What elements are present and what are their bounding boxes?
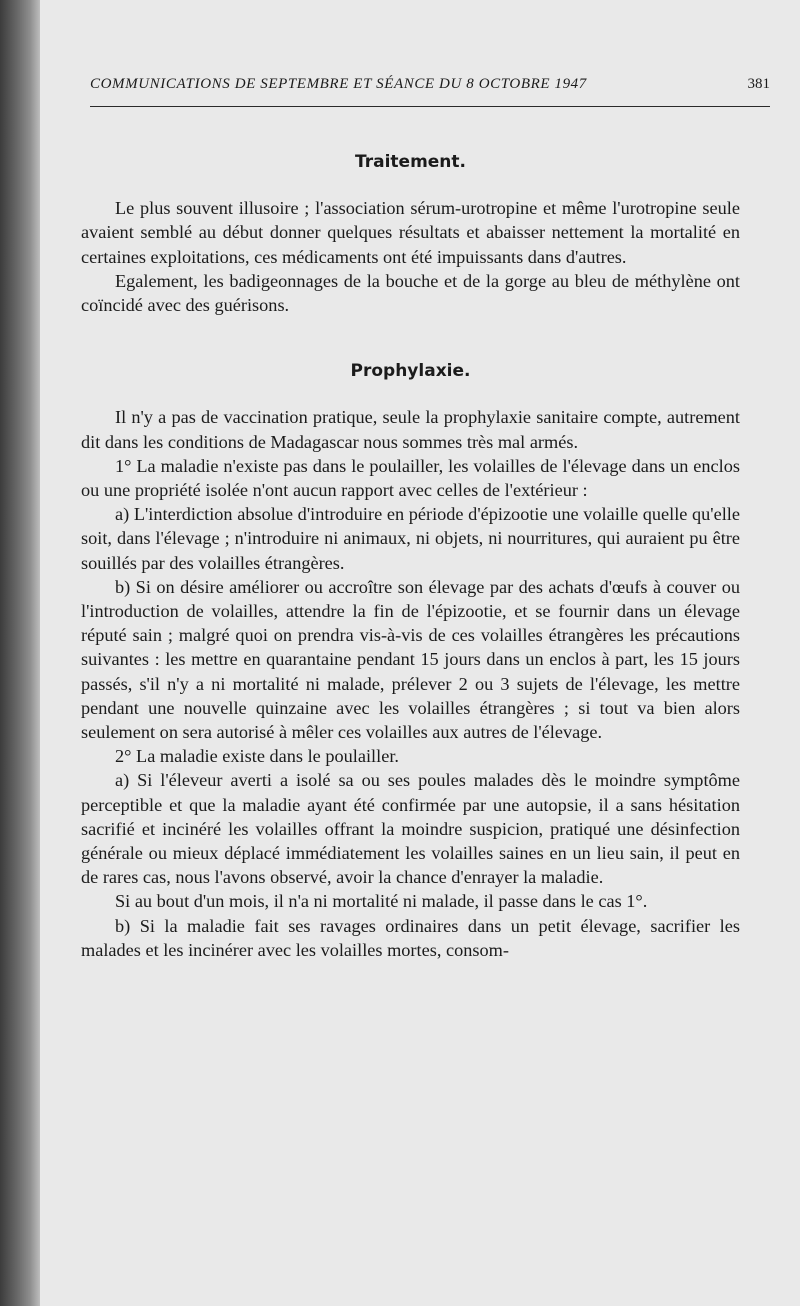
- section-heading-traitement: Traitement.: [355, 152, 466, 172]
- paragraph: 1° La maladie n'existe pas dans le poulailler, les volailles de l'élevage dans un enclos ou une propriété isolée n'ont aucun rapport avec celles de l'extérieur :: [81, 455, 740, 501]
- running-head-title: COMMUNICATIONS DE SEPTEMBRE ET SÉANCE DU 8 OCTOBRE 1947: [90, 76, 587, 92]
- running-head: [90, 76, 770, 107]
- page-body: [81, 150, 740, 962]
- book-page: [40, 0, 800, 1306]
- paragraph: Le plus souvent illusoire ; l'association sérum-urotropine et même l'urotropine seule avaient semblé au début donner quelques résultats et abaisser nettement la mortalité en certaines exploitations, ces médicaments ont été impuissants dans d'autres.: [81, 198, 740, 267]
- section-heading-prophylaxie: Prophylaxie.: [350, 361, 471, 382]
- page-number: 381: [747, 76, 770, 92]
- paragraph: Si au bout d'un mois, il n'a ni mortalité ni malade, il passe dans le cas 1°.: [115, 891, 648, 912]
- paragraph: b) Si on désire améliorer ou accroître son élevage par des achats d'œufs à couver ou l'introduction de volailles, attendre la fin de l'épizootie, et se fournir dans un élevage réputé sain ; malgré quoi on prendra vis-à-vis de ces volailles étrangères les précautions suivantes : les mettre en quarantaine pendant 15 jours dans un enclos à part, les 15 jours passés, s'il n'y a ni mortalité ni malade, prélever 2 ou 3 sujets de l'élevage, les mettre pendant une nouvelle quinzaine avec les volailles étrangères ; si tout va bien alors seulement on sera autorisé à mêler ces volailles aux autres de l'élevage.: [81, 576, 740, 743]
- paragraph: 2° La maladie existe dans le poulailler.: [115, 746, 399, 767]
- paragraph: Il n'y a pas de vaccination pratique, seule la prophylaxie sanitaire compte, autrement dit dans les conditions de Madagascar nous sommes très mal armés.: [81, 407, 740, 452]
- paragraph: b) Si la maladie fait ses ravages ordinaires dans un petit élevage, sacrifier les malades et les incinérer avec les volailles mortes, consom-: [81, 915, 740, 960]
- paragraph: a) L'interdiction absolue d'introduire en période d'épizootie une volaille quelle qu'elle soit, dans l'élevage ; n'introduire ni animaux, ni objets, ni nourritures, qui auraient pu être souillés par des volailles étrangères.: [81, 504, 740, 573]
- paragraph: a) Si l'éleveur averti a isolé sa ou ses poules malades dès le moindre symptôme perceptible et que la maladie ayant été confirmée par une autopsie, il a sans hésitation sacrifié et incinéré les volailles offrant la moindre suspicion, pratiqué une désinfection générale ou mieux déplacé immédiatement les volailles saines en un lieu sain, il peut en de rares cas, nous l'avons observé, avoir la chance d'enrayer la maladie.: [81, 770, 740, 888]
- scan-binding-shadow: [0, 0, 40, 1306]
- paragraph: Egalement, les badigeonnages de la bouche et de la gorge au bleu de méthylène ont coïncidé avec des guérisons.: [81, 270, 740, 316]
